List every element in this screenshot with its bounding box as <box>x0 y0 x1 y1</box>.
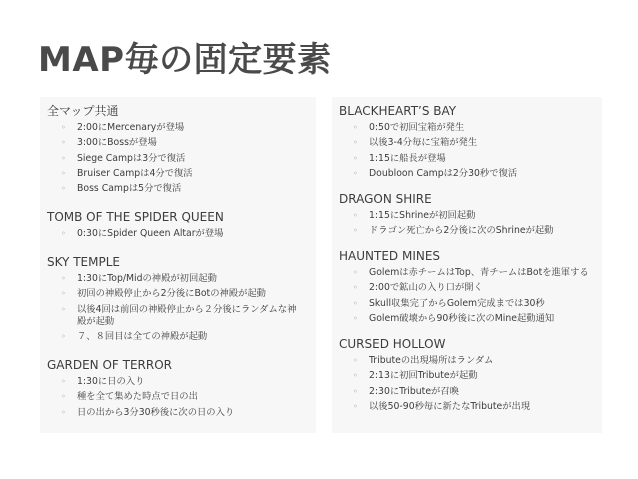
item-list <box>339 267 602 325</box>
list-item <box>353 355 602 367</box>
bullet-icon: ◦ <box>353 138 358 148</box>
list-item <box>353 137 602 149</box>
list-item <box>353 298 602 310</box>
list-item-text: Tributeの出現場所はランダム <box>369 355 494 367</box>
item-list <box>339 210 602 237</box>
bullet-icon: ◦ <box>61 377 66 387</box>
list-item-text: 2:13に初回Tributeが起動 <box>369 370 478 382</box>
list-item-text: 1:30に日の入り <box>77 376 145 388</box>
section-title: SKY TEMPLE <box>47 255 120 270</box>
list-item <box>61 304 297 328</box>
bullet-icon: ◦ <box>353 356 358 366</box>
section-haunted-mines <box>339 248 602 325</box>
bullet-icon: ◦ <box>353 314 358 324</box>
bullet-icon: ◦ <box>353 283 358 293</box>
list-item-text: 日の出から3分30秒後に次の日の入り <box>77 406 235 418</box>
list-item-text: ドラゴン死亡から2分後に次のShrineが起動 <box>369 225 554 237</box>
list-item <box>61 273 316 285</box>
section-title: TOMB OF THE SPIDER QUEEN <box>47 210 224 225</box>
list-item <box>353 210 602 222</box>
list-item-text: Skull収集完了からGolem完成までは30秒 <box>369 297 545 309</box>
list-item-text: 1:15にShrineが初回起動 <box>369 209 476 221</box>
list-item-text: 2:00で鉱山の入り口が開く <box>369 282 483 294</box>
list-item-text: Doubloon Campは2分30秒で復活 <box>369 167 518 179</box>
bullet-icon: ◦ <box>61 168 66 178</box>
section-title: GARDEN OF TERROR <box>47 358 172 373</box>
list-item <box>61 376 316 388</box>
bullet-icon: ◦ <box>61 123 66 132</box>
list-item-text: 1:15に船長が登場 <box>369 152 446 164</box>
list-item <box>353 370 602 382</box>
item-list <box>47 228 316 240</box>
list-item <box>61 153 316 165</box>
list-item-text: 種を全て集めた時点で日の出 <box>77 391 198 403</box>
item-list <box>339 122 602 180</box>
list-item <box>353 313 602 325</box>
list-item-text: Siege Campは3分で復活 <box>77 152 186 164</box>
list-item-text: 2:00にMercenaryが登場 <box>77 122 185 133</box>
list-item-text: 2:30にTributeが召喚 <box>369 385 459 397</box>
list-item <box>353 122 602 134</box>
bullet-icon: ◦ <box>61 392 66 402</box>
bullet-icon: ◦ <box>61 229 66 239</box>
page-title: MAP毎の固定要素 <box>38 40 332 80</box>
bullet-icon: ◦ <box>353 386 358 396</box>
bullet-icon: ◦ <box>61 138 66 148</box>
list-item <box>61 122 316 134</box>
left-column <box>40 97 316 433</box>
list-item-text: 0:30にSpider Queen Altarが登場 <box>77 228 224 240</box>
list-item-text: 初回の神殿停止から2分後にBotの神殿が起動 <box>77 288 266 300</box>
bullet-icon: ◦ <box>353 226 358 236</box>
bullet-icon: ◦ <box>353 401 358 411</box>
list-item-text: 1:30にTop/Midの神殿が初回起動 <box>77 273 217 285</box>
list-item <box>61 288 316 300</box>
list-item <box>353 267 602 279</box>
list-item-text: 以後4回は前回の神殿停止から２分後にランダムな神殿が起動 <box>77 303 297 327</box>
item-list <box>47 376 316 419</box>
list-item <box>353 168 602 180</box>
list-item <box>353 401 602 413</box>
list-item-text: Boss Campは5分で復活 <box>77 183 182 195</box>
list-item <box>353 153 602 165</box>
list-item <box>61 391 316 403</box>
list-item <box>61 331 316 343</box>
section-title: BLACKHEART’S BAY <box>339 104 457 118</box>
list-item <box>353 225 602 237</box>
section-title: 全マップ共通 <box>47 104 119 118</box>
bullet-icon: ◦ <box>353 210 358 220</box>
item-list <box>339 355 602 413</box>
section-sky-temple <box>47 254 316 343</box>
bullet-icon: ◦ <box>61 289 66 299</box>
bullet-icon: ◦ <box>61 407 66 417</box>
list-item <box>61 168 316 180</box>
list-item <box>353 282 602 294</box>
bullet-icon: ◦ <box>61 304 66 314</box>
section-all-maps <box>47 103 316 195</box>
right-column <box>332 97 602 433</box>
list-item-text: Golemは赤チームはTop、青チームはBotを進軍する <box>369 267 589 279</box>
section-dragon-shire <box>339 191 602 237</box>
item-list <box>47 273 316 343</box>
bullet-icon: ◦ <box>353 153 358 163</box>
list-item-text: 3:00にBossが登場 <box>77 137 157 149</box>
bullet-icon: ◦ <box>61 184 66 194</box>
list-item-text: 以後50-90秒毎に新たなTributeが出現 <box>369 400 531 412</box>
bullet-icon: ◦ <box>353 123 358 132</box>
section-blackhearts-bay <box>339 103 602 180</box>
section-garden-of-terror <box>47 357 316 419</box>
list-item <box>61 137 316 149</box>
list-item <box>61 183 316 195</box>
bullet-icon: ◦ <box>353 268 358 278</box>
item-list <box>47 122 316 195</box>
list-item <box>61 228 316 240</box>
section-title: DRAGON SHIRE <box>339 191 432 206</box>
section-cursed-hollow <box>339 336 602 413</box>
list-item-text: Golem破壊から90秒後に次のMine起動通知 <box>369 313 555 325</box>
bullet-icon: ◦ <box>61 332 66 342</box>
bullet-icon: ◦ <box>353 371 358 381</box>
list-item-text: Bruiser Campは4分で復活 <box>77 167 193 179</box>
section-title: HAUNTED MINES <box>339 249 441 264</box>
bullet-icon: ◦ <box>61 153 66 163</box>
section-title: CURSED HOLLOW <box>339 337 446 352</box>
list-item-text: ７、８回目は全ての神殿が起動 <box>77 331 208 343</box>
list-item-text: 0:50で初回宝箱が発生 <box>369 122 465 133</box>
list-item <box>353 386 602 398</box>
list-item <box>61 407 316 419</box>
bullet-icon: ◦ <box>353 298 358 308</box>
list-item-text: 以後3-4分毎に宝箱が発生 <box>369 137 478 149</box>
bullet-icon: ◦ <box>353 168 358 178</box>
section-tomb-of-the-spider-queen <box>47 209 316 240</box>
bullet-icon: ◦ <box>61 274 66 284</box>
